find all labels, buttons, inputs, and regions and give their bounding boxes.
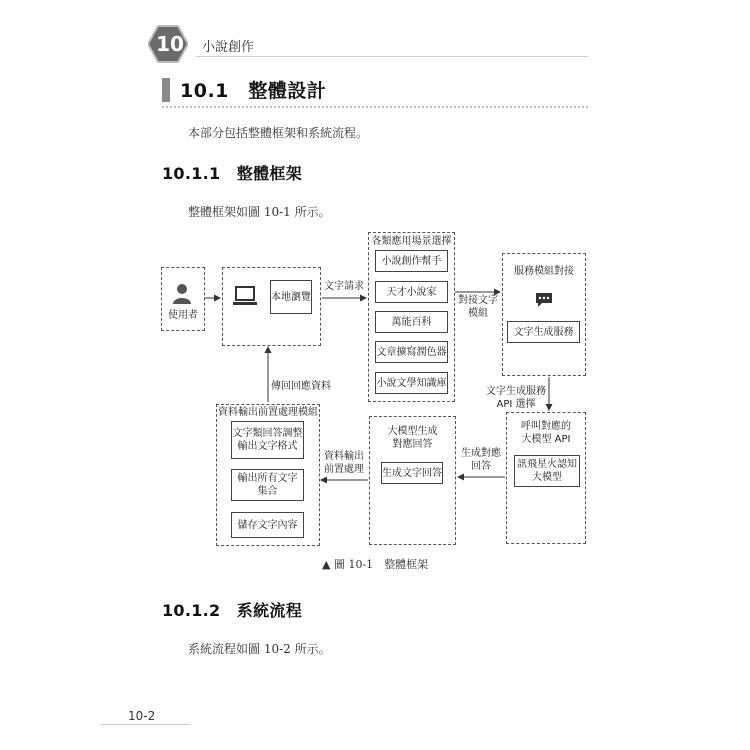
service-group-title: 服務模組對接 bbox=[514, 266, 574, 277]
post-box-collect-line-1: 輸出所有文字 bbox=[237, 473, 298, 484]
spark-model-line-2: 大模型 bbox=[532, 472, 562, 483]
post-box-format bbox=[231, 421, 304, 459]
arrow-api-select-2: API 選擇 bbox=[496, 399, 536, 410]
chapter-title: 小說創作 bbox=[202, 40, 255, 55]
chapter-number: 10 bbox=[156, 32, 184, 56]
generation-title-2: 對應回答 bbox=[392, 439, 433, 450]
scene-item-5: 小說文學知識庫 bbox=[375, 372, 448, 394]
post-box-collect-line-2: 集合 bbox=[257, 486, 278, 497]
scene-group-title: 各類應用場景選擇 bbox=[371, 236, 452, 247]
subsection-text-2: 系統流程如圖 10-2 所示。 bbox=[188, 642, 331, 656]
section-intro: 本部分包括整體框架和系統流程。 bbox=[188, 126, 369, 140]
arrow-return-data: 傳回回應資料 bbox=[271, 381, 331, 392]
arrow-text-request: 文字請求 bbox=[324, 281, 364, 292]
call-model-title-1: 呼叫對應的 bbox=[521, 421, 571, 432]
post-box-format-line-1: 文字類回答調整 bbox=[232, 428, 303, 439]
section-title: 10.1 整體設計 bbox=[180, 80, 327, 102]
arrow-api-select-1: 文字生成服務 bbox=[486, 386, 546, 397]
scene-item-2: 天才小說家 bbox=[375, 281, 448, 303]
person-icon bbox=[172, 283, 192, 305]
post-box-format-line-2: 輸出文字格式 bbox=[237, 441, 298, 452]
page-number: 10-2 bbox=[128, 709, 156, 723]
laptop-icon bbox=[232, 285, 258, 307]
arrow-connect-module-2: 模組 bbox=[468, 308, 488, 319]
call-model-title-2: 大模型 API bbox=[521, 434, 571, 445]
scene-item-3: 萬能百科 bbox=[375, 311, 448, 333]
arrow-connect-module-1: 對接文字 bbox=[458, 295, 498, 306]
chat-bubble-icon bbox=[535, 292, 553, 308]
arrow-generate-2: 回答 bbox=[471, 461, 491, 472]
spark-model-box bbox=[514, 455, 580, 487]
generation-title-1: 大模型生成 bbox=[387, 426, 438, 437]
spark-model-line-1: 訊飛星火認知 bbox=[517, 459, 577, 470]
footer-rule bbox=[100, 724, 190, 725]
local-browse-box: 本地瀏覽 bbox=[270, 280, 312, 314]
text-generation-service-box: 文字生成服務 bbox=[507, 321, 580, 343]
arrow-generate-1: 生成對應 bbox=[461, 448, 501, 459]
post-process-title: 資料輸出前置處理模組 bbox=[218, 407, 318, 418]
scene-item-4: 文章擴寫潤色器 bbox=[375, 341, 448, 363]
arrow-preprocess-1: 資料輸出 bbox=[324, 451, 364, 462]
post-box-collect bbox=[231, 469, 304, 501]
post-box-store: 儲存文字內容 bbox=[231, 512, 304, 538]
generate-answer-box: 生成文字回答 bbox=[381, 462, 443, 484]
figure-caption: ▲ 圖 10-1 整體框架 bbox=[322, 558, 429, 571]
scene-item-1: 小說創作幫手 bbox=[375, 250, 448, 272]
user-label: 使用者 bbox=[168, 310, 198, 321]
subsection-title-1: 10.1.1 整體框架 bbox=[162, 164, 302, 183]
subsection-title-2: 10.1.2 系統流程 bbox=[162, 601, 302, 620]
arrow-preprocess-2: 前置處理 bbox=[324, 464, 364, 475]
subsection-text-1: 整體框架如圖 10-1 所示。 bbox=[188, 205, 331, 219]
